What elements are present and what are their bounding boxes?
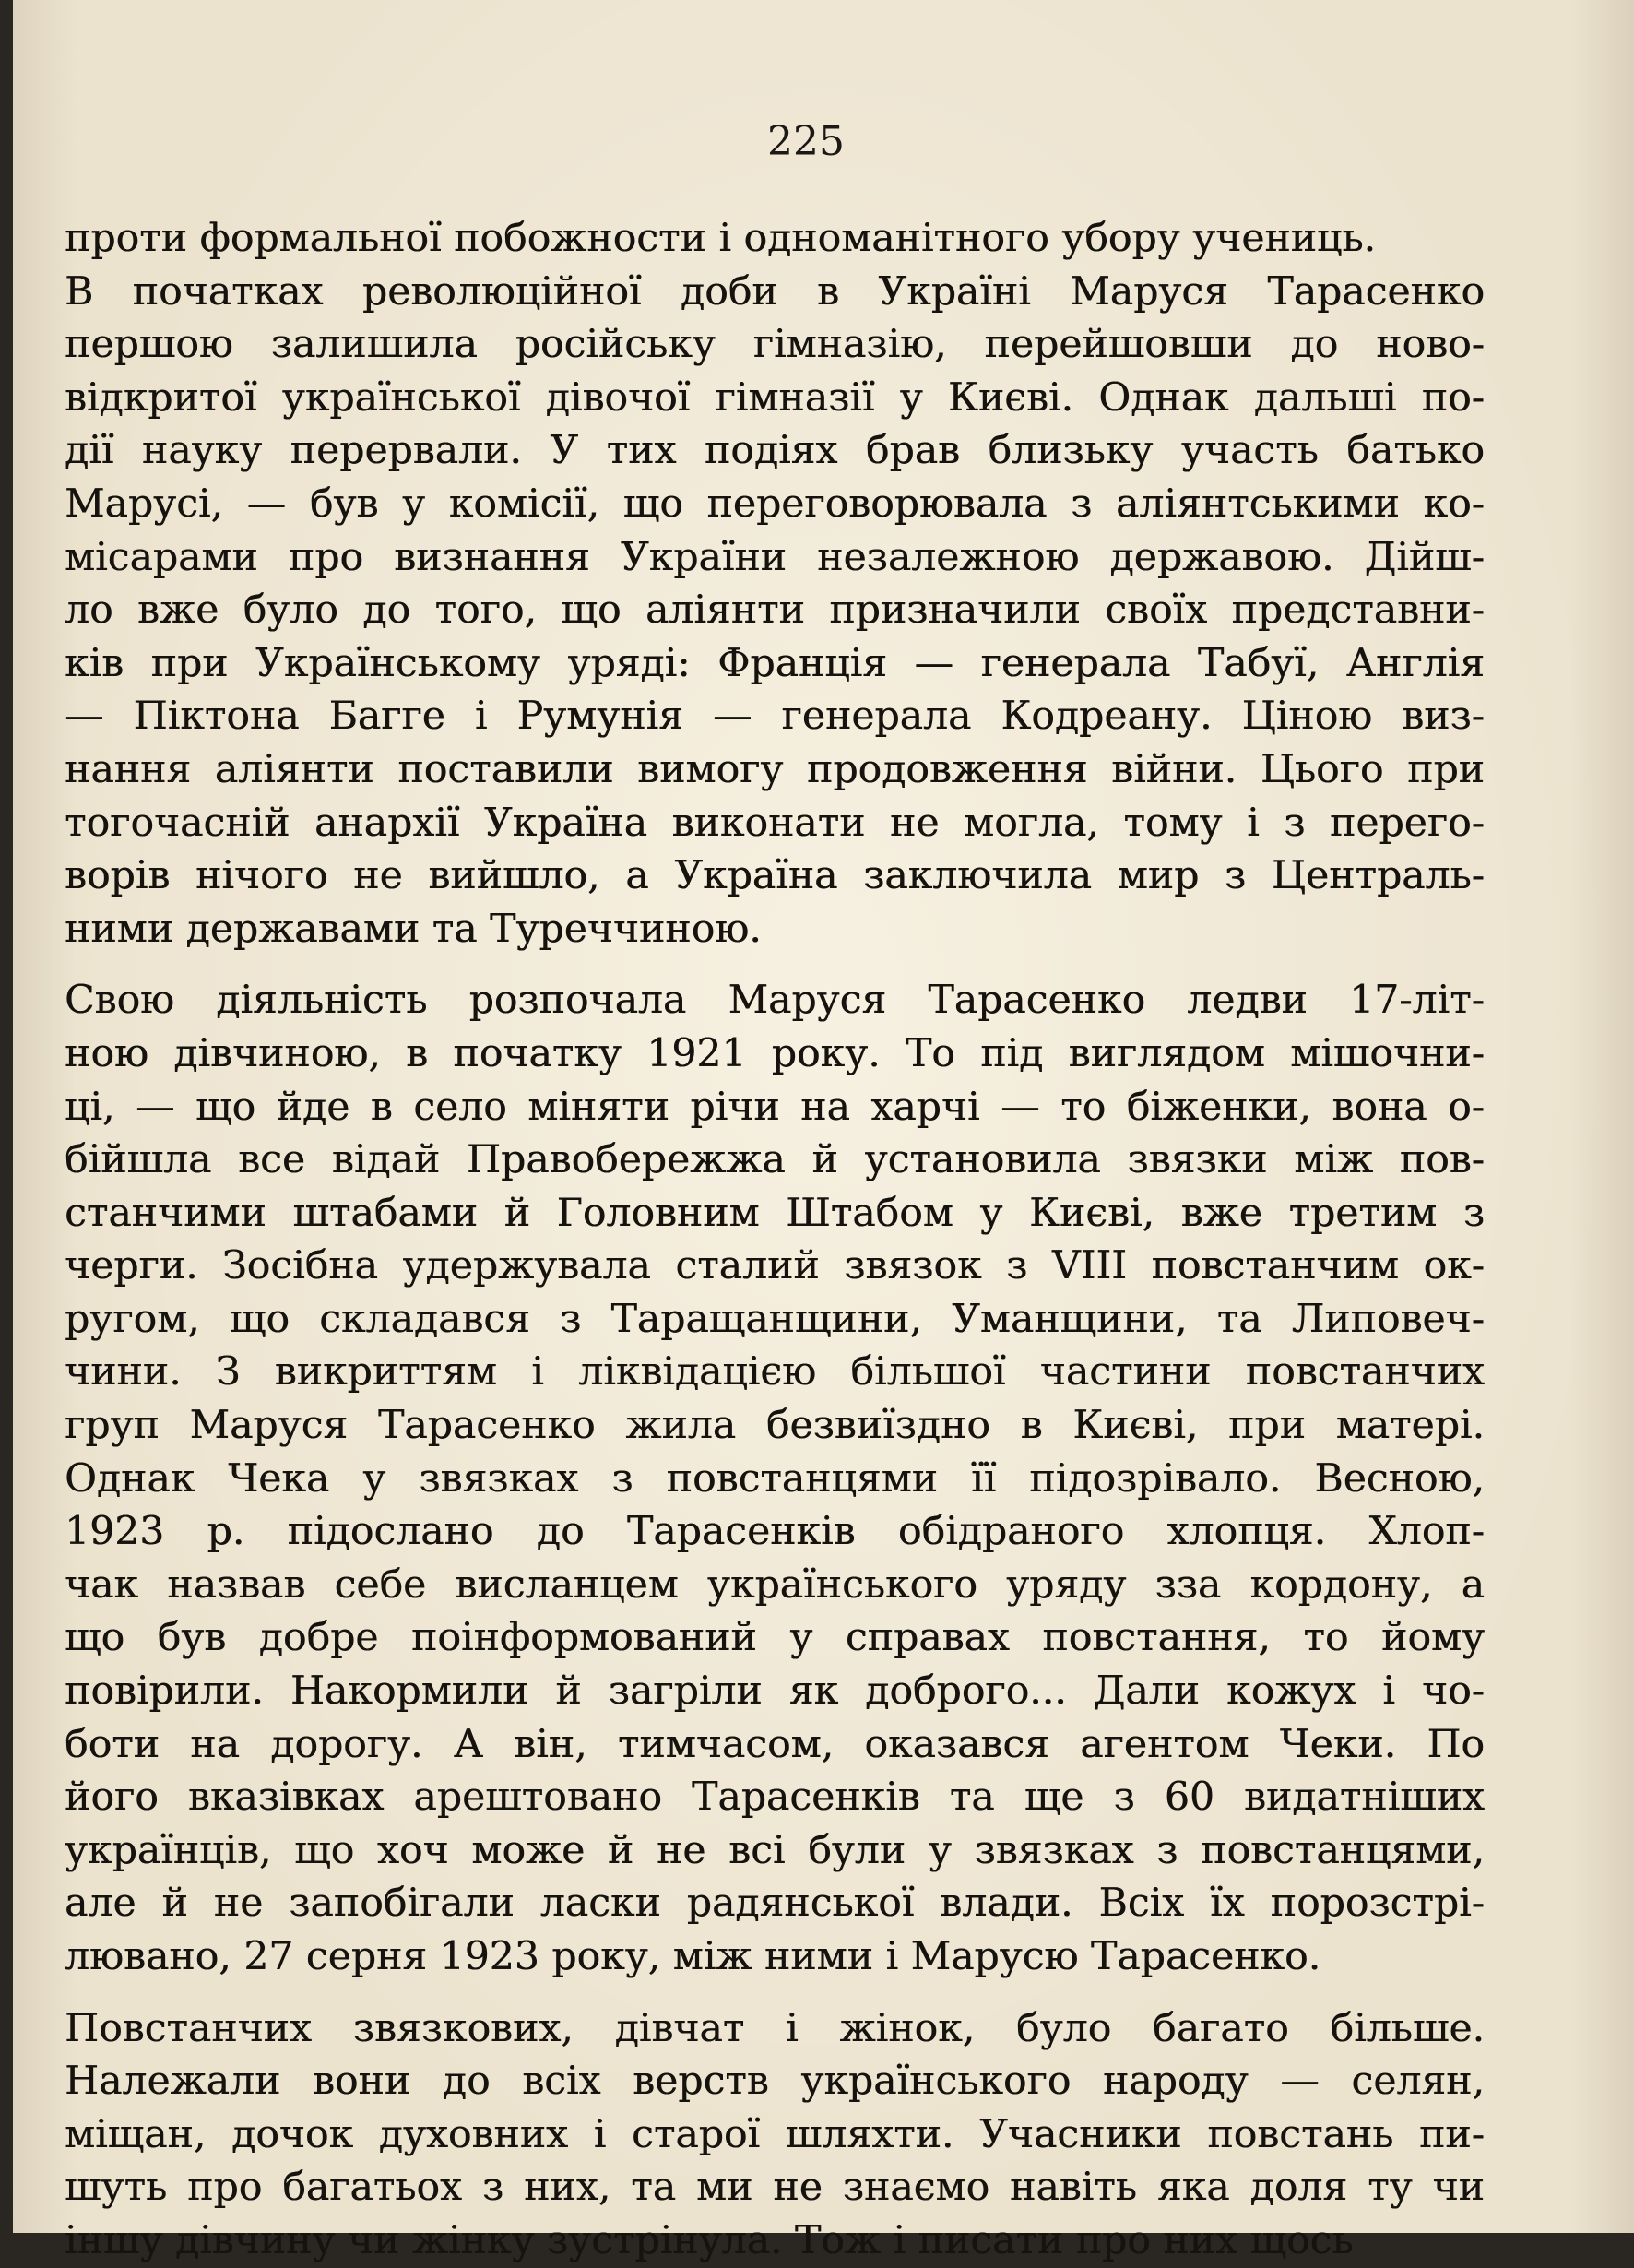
text-line: ло вже було до того, що аліянти призначили своїх представни- — [65, 588, 1485, 634]
text-line: іншу дівчину чи жінку зустрінула. Тож і писати про них щось — [65, 2217, 1354, 2263]
text-line: повірили. Накормили й загріли як доброго... Дали кожух і чо- — [65, 1668, 1485, 1715]
text-line: відкритої української дівочої гімназії у Києві. Однак дальші по- — [65, 374, 1485, 421]
text-line: Свою діяльність розпочала Маруся Тарасенко ледви 17-літ- — [65, 978, 1485, 1024]
text-line: його вказівках арештовано Тарасенків та ще з 60 видатніших — [65, 1775, 1485, 1821]
text-line: бійшла все відай Правобережжа й установила звязки між пов- — [65, 1137, 1485, 1183]
text-line: боти на дорогу. А він, тимчасом, оказався агентом Чеки. По — [65, 1721, 1485, 1767]
text-line: шуть про багатьох з них, та ми не знаємо навіть яка доля ту чи — [65, 2165, 1485, 2211]
text-line: лювано, 27 серня 1923 року, між ними і Марусю Тарасенко. — [65, 1934, 1321, 1979]
text-line: дії науку перервали. У тих подіях брав близьку участь батько — [65, 428, 1485, 474]
text-line: ці, — що йде в село міняти річи на харчі — то біженки, вона о- — [65, 1084, 1485, 1130]
text-line: груп Маруся Тарасенко жила безвиїздно в Києві, при матері. — [65, 1403, 1485, 1449]
text-line: станчими штабами й Головним Штабом у Києві, вже третим з — [65, 1190, 1485, 1236]
text-line: ною дівчиною, в початку 1921 року. То під виглядом мішочни- — [65, 1030, 1485, 1076]
paragraph — [65, 974, 1485, 1983]
text-line: місарами про визнання України незалежною державою. Дійш- — [65, 534, 1485, 580]
text-line: Однак Чека у звязках з повстанцями її підозрівало. Весною, — [65, 1455, 1485, 1502]
text-line: ругом, що складався з Таращанщини, Уманщини, та Липовеч- — [65, 1296, 1485, 1342]
text-line: але й не запобігали ласки радянської влади. Всіх їх порозстрі- — [65, 1881, 1485, 1927]
text-line: Повстанчих звязкових, дівчат і жінок, було багато більше. — [65, 2005, 1485, 2051]
text-line: українців, що хоч може й не всі були у звязках з повстанцями, — [65, 1827, 1485, 1873]
text-line: міщан, дочок духовних і старої шляхти. Учасники повстань пи- — [65, 2111, 1485, 2157]
paragraph — [65, 212, 1485, 266]
page-number: 225 — [767, 118, 845, 165]
text-line: нання аліянти поставили вимогу продовження війни. Цього при — [65, 746, 1485, 792]
text-line: що був добре поінформований у справах повстання, то йому — [65, 1615, 1485, 1661]
text-line: В початках революційної доби в Україні Маруся Тарасенко — [65, 268, 1485, 315]
paragraph — [65, 266, 1485, 956]
paragraph-gap — [65, 1984, 1485, 2002]
body-text — [65, 212, 1485, 2268]
paragraph — [65, 2002, 1485, 2268]
text-line: черги. Зосібна удержувала сталий звязок з VIII повстанчим ок- — [65, 1243, 1485, 1289]
text-line: чини. З викриттям і ліквідацією більшої частини повстанчих — [65, 1349, 1485, 1395]
text-line: першою залишила російську гімназію, перейшовши до ново- — [65, 322, 1485, 368]
book-page — [13, 0, 1634, 2263]
text-line: чак назвав себе висланцем українського уряду зза кордону, а — [65, 1561, 1485, 1608]
text-line: 1923 р. підослано до Тарасенків обідраного хлопця. Хлоп- — [65, 1509, 1485, 1555]
text-line: ними державами та Туреччиною. — [65, 906, 762, 952]
text-line: — Піктона Багге і Румунія — генерала Кодреану. Ціною виз- — [65, 694, 1485, 740]
text-line: тогочасній анархії Україна виконати не могла, тому і з перего- — [65, 800, 1485, 846]
text-line: проти формальної побожности і одноманітного убору учениць. — [65, 216, 1376, 261]
text-line: Марусі, — був у комісії, що переговорювала з аліянтськими ко- — [65, 481, 1485, 527]
text-line: ків при Українському уряді: Франція — генерала Табуї, Англія — [65, 640, 1485, 686]
text-line: Належали вони до всіх верств українського народу — селян, — [65, 2059, 1485, 2105]
text-line: ворів нічого не вийшло, а Україна заключила мир з Централь- — [65, 853, 1485, 899]
paragraph-gap — [65, 956, 1485, 974]
